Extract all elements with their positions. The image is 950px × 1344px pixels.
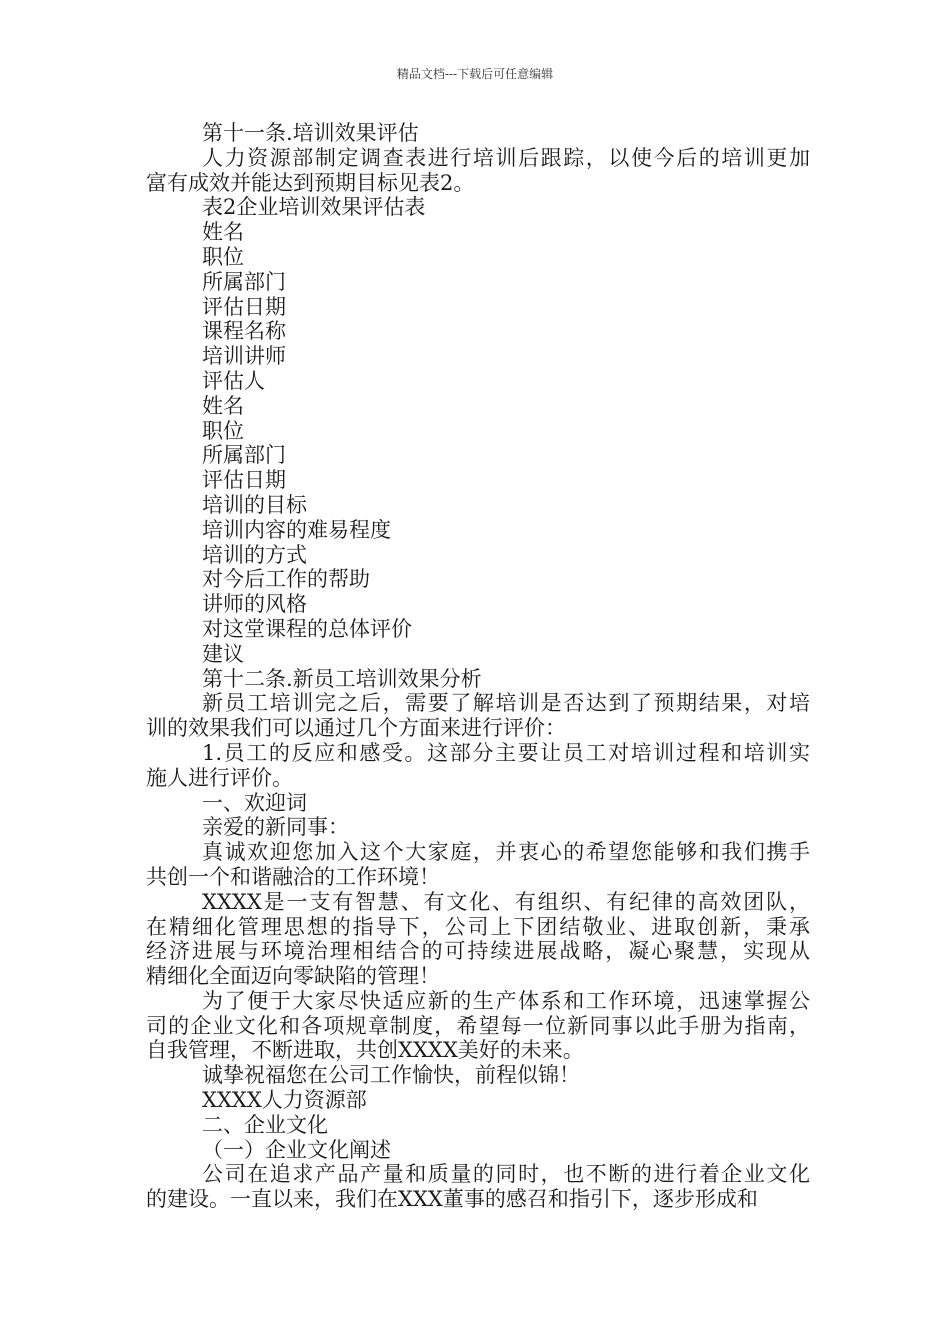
text-line: 姓名: [202, 220, 244, 245]
text-line: 职位: [202, 244, 244, 269]
text-line: 富有成效并能达到预期目标见表2。: [146, 170, 475, 195]
text-line: 经济进展与环境治理相结合的可持续进展战略，凝心聚慧，实现从: [146, 939, 810, 964]
text-line: 的建设。一直以来，我们在XXX董事的感召和指引下，逐步形成和: [146, 1187, 758, 1212]
text-line: 精细化全面迈向零缺陷的管理！: [146, 964, 440, 989]
text-line: 在精细化管理思想的指导下，公司上下团结敬业、进取创新，秉承: [146, 914, 810, 939]
text-line: 一、欢迎词: [202, 790, 307, 815]
document-body: [146, 121, 810, 1212]
text-line: 亲爱的新同事：: [202, 815, 349, 840]
text-line: 评估人: [202, 368, 265, 393]
text-line: 二、企业文化: [202, 1112, 328, 1137]
text-line: 第十二条.新员工培训效果分析: [202, 666, 482, 691]
text-line: 第十一条.培训效果评估: [202, 121, 419, 145]
text-line: 职位: [202, 418, 244, 443]
text-line: 1.员工的反应和感受。这部分主要让员工对培训过程和培训实: [202, 740, 810, 765]
text-line: 施人进行评价。: [146, 765, 293, 790]
text-line: 诚挚祝福您在公司工作愉快，前程似锦！: [202, 1063, 580, 1088]
text-line: 司的企业文化和各项规章制度，希望每一位新同事以此手册为指南，: [146, 1013, 810, 1038]
text-line: 新员工培训完之后，需要了解培训是否达到了预期结果，对培: [202, 691, 810, 716]
text-line: XXXX人力资源部: [202, 1088, 367, 1113]
text-line: 课程名称: [202, 319, 286, 344]
text-line: 培训内容的难易程度: [202, 517, 391, 542]
text-line: 对今后工作的帮助: [202, 567, 370, 592]
text-line: 评估日期: [202, 468, 286, 493]
text-line: 为了便于大家尽快适应新的生产体系和工作环境，迅速掌握公: [202, 988, 810, 1013]
text-line: 培训的目标: [202, 492, 307, 517]
text-line: 培训讲师: [202, 344, 286, 369]
text-line: 讲师的风格: [202, 592, 307, 617]
text-line: 真诚欢迎您加入这个大家庭，并衷心的希望您能够和我们携手: [202, 840, 810, 865]
text-line: 训的效果我们可以通过几个方面来进行评价：: [146, 716, 566, 741]
text-line: XXXX是一支有智慧、有文化、有组织、有纪律的高效团队，: [202, 889, 810, 914]
text-line: 所属部门: [202, 269, 286, 294]
text-line: 表2企业培训效果评估表: [202, 195, 426, 220]
text-line: 共创一个和谐融洽的工作环境！: [146, 864, 440, 889]
text-line: 所属部门: [202, 443, 286, 468]
text-line: （一）企业文化阐述: [202, 1137, 391, 1162]
text-line: 人力资源部制定调查表进行培训后跟踪，以使今后的培训更加: [202, 145, 810, 170]
text-line: 对这堂课程的总体评价: [202, 616, 412, 641]
text-line: 建议: [202, 641, 244, 666]
text-line: 公司在追求产品产量和质量的同时，也不断的进行着企业文化: [202, 1162, 810, 1187]
text-line: 姓名: [202, 393, 244, 418]
text-line: 培训的方式: [202, 542, 307, 567]
text-line: 评估日期: [202, 294, 286, 319]
page-header: 精品文档---下载后可任意编辑: [396, 67, 554, 81]
text-line: 自我管理，不断进取，共创XXXX美好的未来。: [146, 1038, 584, 1063]
